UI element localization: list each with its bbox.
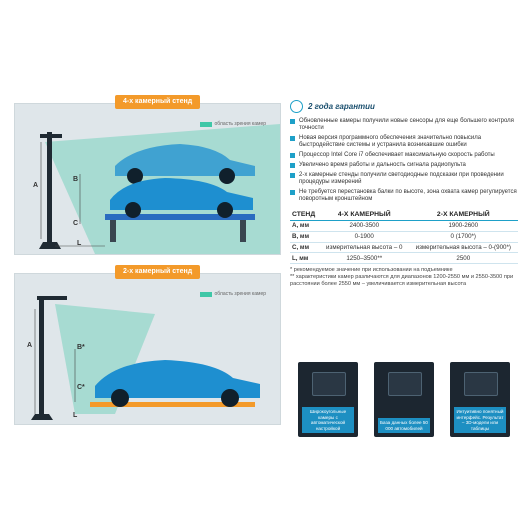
bullet-icon (290, 119, 295, 124)
card-caption: База данных более 50 000 автомобилей (378, 418, 430, 433)
table-row: А, мм 2400-3500 1900-2600 (290, 221, 518, 232)
card-cameras (298, 362, 358, 437)
warranty-heading (290, 100, 518, 113)
footnote: ** характеристики камер различаются для диапазонов 1200-2550 мм и 2550-3500 при расстоянии более 2550 мм – увеличивается измерительная высота (290, 273, 514, 287)
feature-list (290, 118, 518, 203)
stand-illustration (15, 104, 280, 254)
shield-check-icon (290, 100, 303, 113)
bullet-icon (290, 190, 295, 195)
monitor-icon (464, 372, 498, 396)
table-row: C, мм измерительная высота – 0 измерительная высота – 0-(900*) (290, 242, 518, 253)
card-caption: Широкоугольные камеры с автоматической настройкой (302, 407, 354, 433)
camera-post (47, 132, 52, 242)
spec-table (290, 209, 518, 264)
diagram-4-camera-stand (14, 98, 281, 255)
stand-illustration (15, 274, 280, 424)
card-caption: Интуитивно понятный интерфейс. Результат – 3D-модели или таблицы (454, 407, 506, 433)
list-item: 2-х камерные стенды получили светодиодные подсказки при проведении процедуры измерений (290, 172, 518, 186)
camera-bar (40, 134, 62, 138)
dim-l-label: L (77, 240, 82, 247)
bullet-icon (290, 173, 295, 178)
header-2-camera: 2-Х КАМЕРНЫЙ (409, 209, 518, 221)
list-item: Процессор Intel Core i7 обеспечивает максимальную скорость работы (290, 152, 518, 159)
post-base (31, 414, 53, 420)
dim-c-label: C* (77, 384, 85, 391)
bullet-icon (290, 136, 295, 141)
camera-post (39, 299, 44, 414)
header-4-camera: 4-Х КАМЕРНЫЙ (320, 209, 409, 221)
diagram-title-tag: 2-х камерный стенд (115, 265, 200, 279)
table-row: L, мм 1250–3500** 2500 (290, 253, 518, 264)
diagram-2-camera-stand (14, 268, 281, 425)
dim-b-label: B (73, 176, 79, 183)
dim-b-label: B* (77, 344, 85, 351)
dim-l-label: L (73, 412, 78, 419)
card-interface (450, 362, 510, 437)
list-item: Не требуется перестановка балки по высоте, зона охвата камер регулируется поворотным кронштейном (290, 189, 518, 203)
spec-column (290, 100, 518, 288)
card-database (374, 362, 434, 437)
bullet-icon (290, 163, 295, 168)
dim-a-label: A (33, 182, 39, 189)
list-item: Новая версия программного обеспечения значительно повысила быстродействие системы и устранила возникавшие ошибки (290, 135, 518, 149)
table-header (290, 209, 518, 221)
warranty-text: 2 года гарантии (308, 102, 375, 111)
list-item: Обновленные камеры получили новые сенсоры для еще большего контроля точности (290, 118, 518, 132)
camera-icon (312, 372, 346, 396)
legend-label: область зрения камер (214, 121, 266, 127)
list-item: Увеличено время работы и дальность сигнала радиопульта (290, 162, 518, 169)
header-stand: СТЕНД (290, 209, 320, 221)
dim-a-label: A (27, 342, 33, 349)
legend-label: область зрения камер (214, 291, 266, 297)
bullet-icon (290, 153, 295, 158)
post-base (39, 242, 61, 249)
camera-bar (37, 296, 67, 300)
diagram-title-tag: 4-х камерный стенд (115, 95, 200, 109)
dim-c-label: C (73, 220, 79, 227)
table-row: B, мм 0-1900 0 (1700*) (290, 231, 518, 242)
sensor-icon (388, 372, 422, 396)
footnote: * рекомендуемое значение при использовании на подъемнике (290, 267, 453, 274)
feature-cards (298, 362, 513, 437)
